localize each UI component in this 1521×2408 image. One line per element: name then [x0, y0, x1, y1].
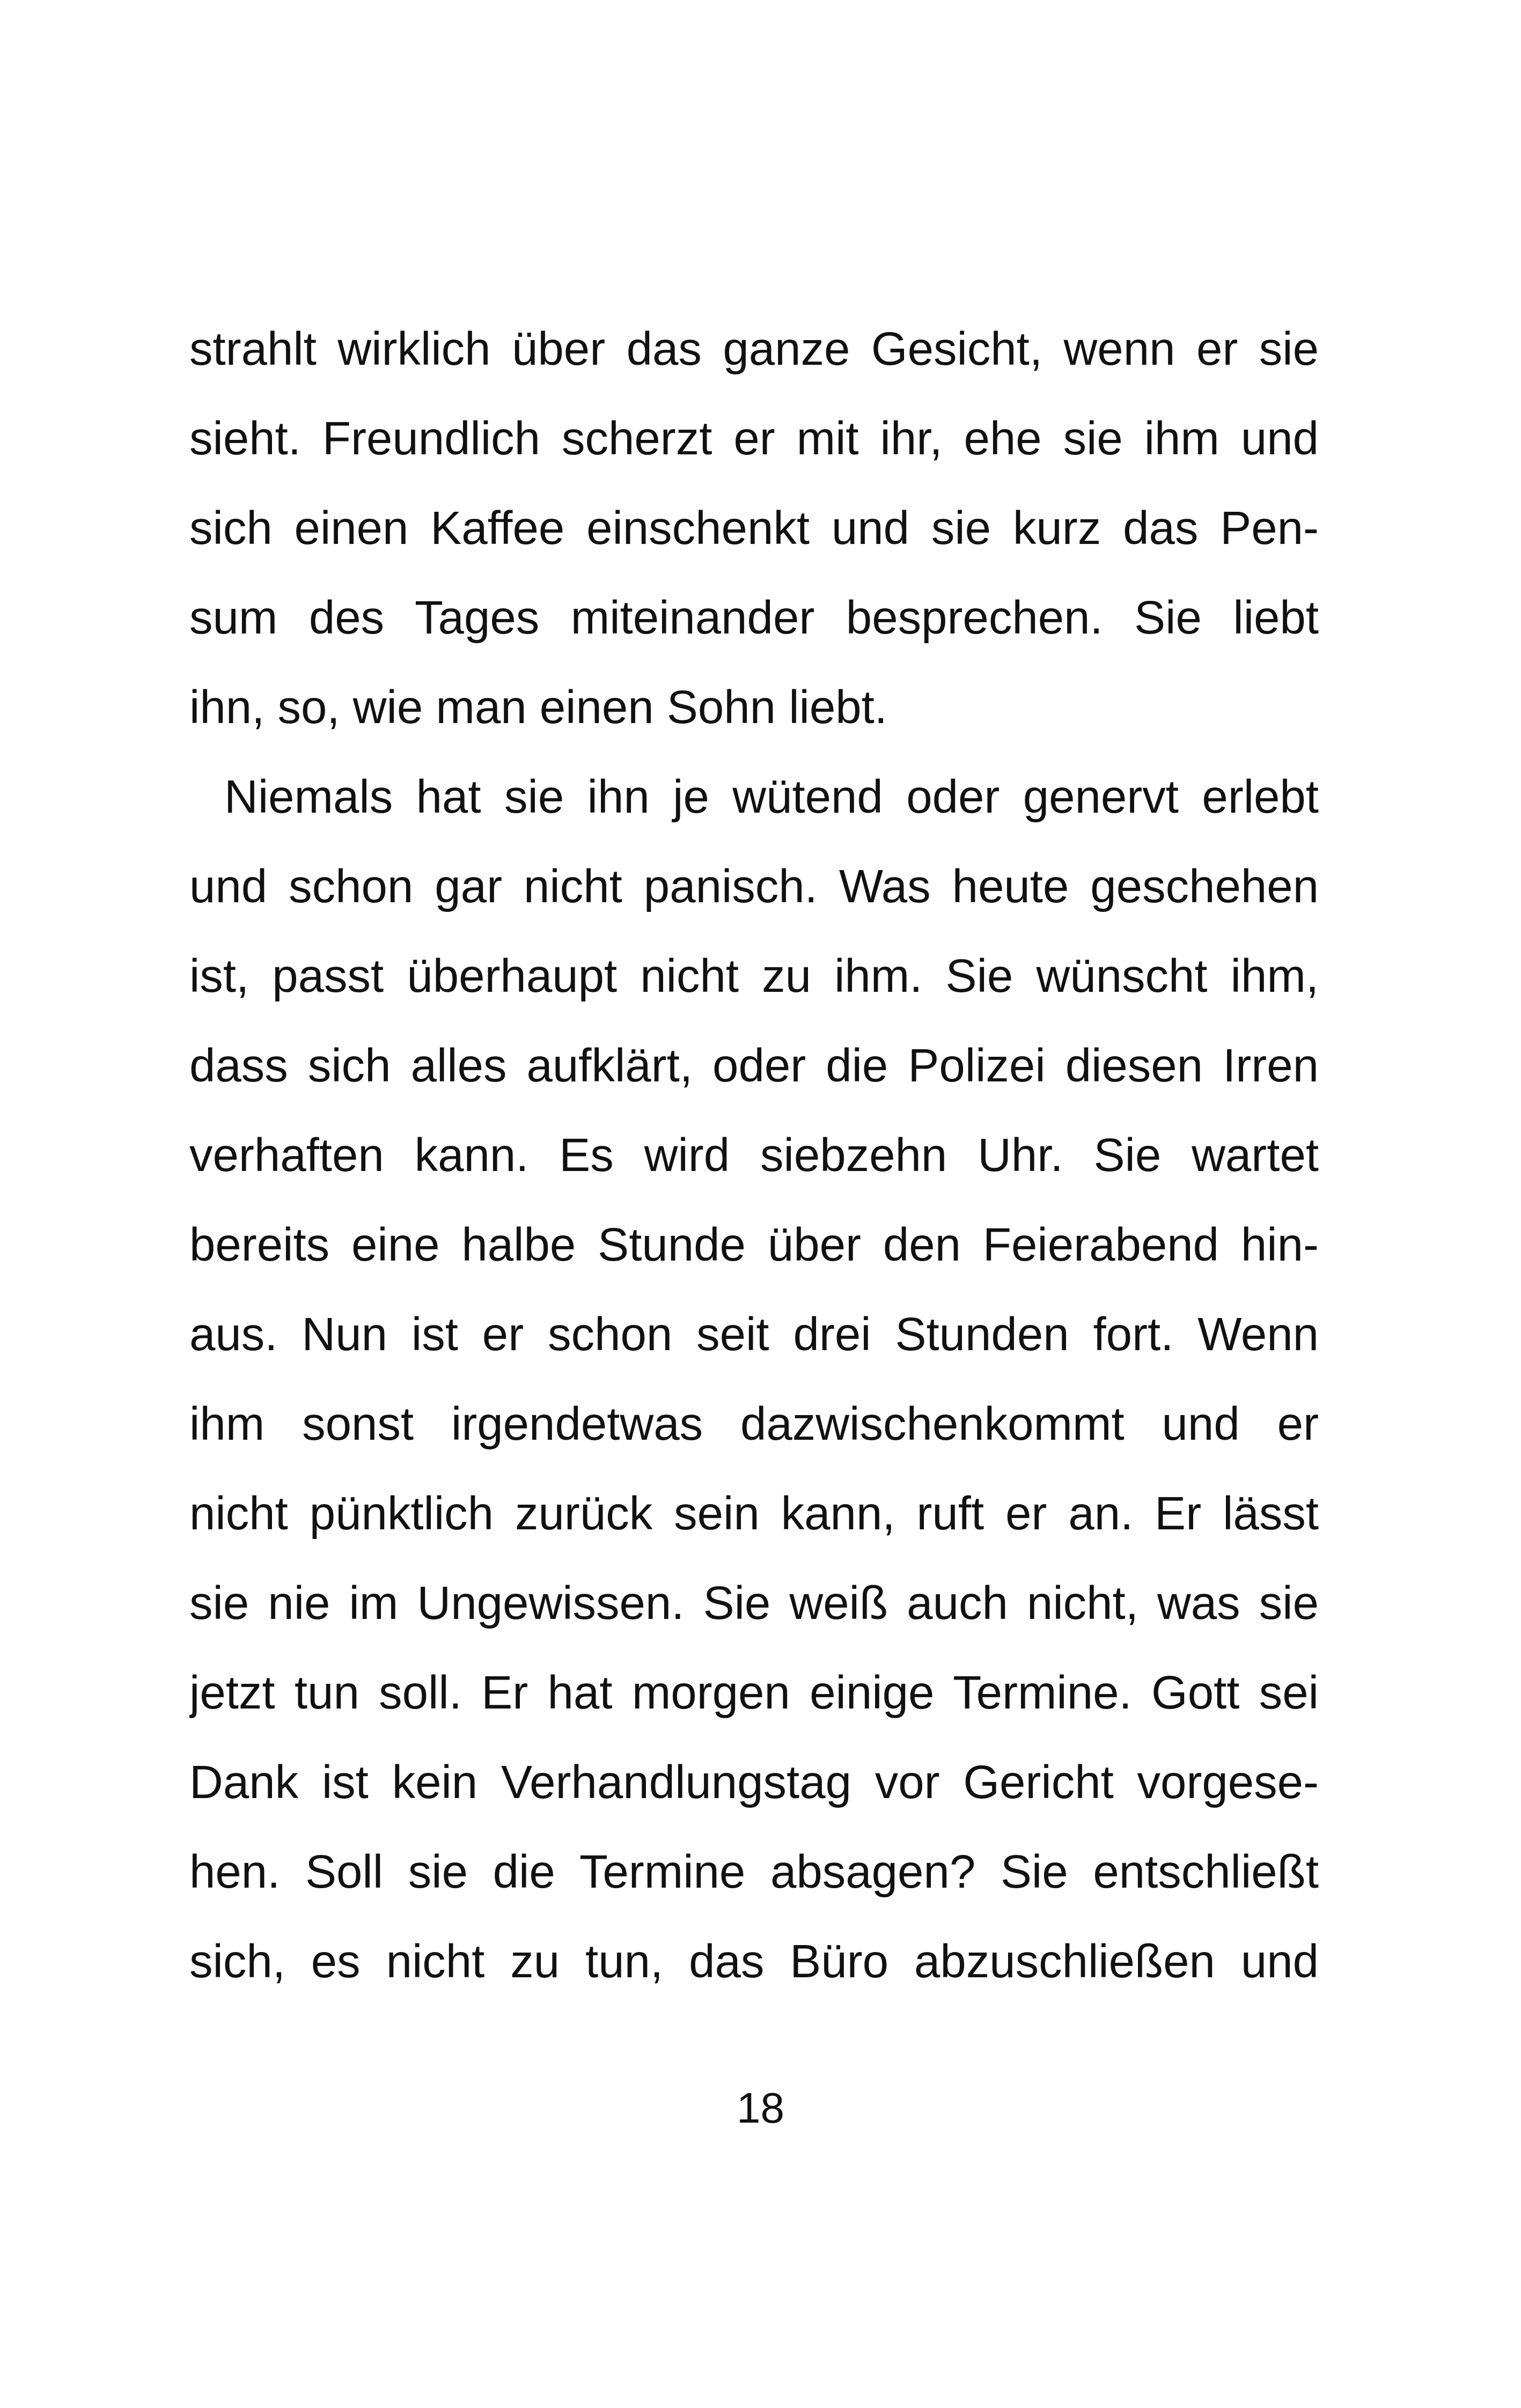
- text-line: hen. Soll sie die Termine absagen? Sie entschließt: [189, 1846, 1319, 1898]
- text-line: sich einen Kaffee einschenkt und sie kurz das Pen-: [189, 502, 1319, 554]
- text-line: dass sich alles aufklärt, oder die Polizei diesen Irren: [189, 1040, 1319, 1092]
- text-line: aus. Nun ist er schon seit drei Stunden fort. Wenn: [189, 1308, 1319, 1360]
- text-line: strahlt wirklich über das ganze Gesicht, wenn er sie: [189, 323, 1319, 375]
- text-line: sieht. Freundlich scherzt er mit ihr, ehe sie ihm und: [189, 413, 1319, 465]
- text-line: ihm sonst irgendetwas dazwischenkommt und er: [189, 1398, 1319, 1450]
- text-line: sich, es nicht zu tun, das Büro abzuschließen und: [189, 1935, 1319, 1987]
- text-line: Niemals hat sie ihn je wütend oder genervt erlebt: [224, 771, 1319, 823]
- text-line: nicht pünktlich zurück sein kann, ruft er an. Er lässt: [189, 1487, 1319, 1540]
- text-line: und schon gar nicht panisch. Was heute geschehen: [189, 860, 1319, 912]
- page-number: 18: [737, 2084, 784, 2132]
- text-line: ist, passt überhaupt nicht zu ihm. Sie wünscht ihm,: [189, 950, 1319, 1002]
- text-line: sie nie im Ungewissen. Sie weiß auch nicht, was sie: [189, 1577, 1319, 1629]
- text-line: jetzt tun soll. Er hat morgen einige Termine. Gott sei: [189, 1667, 1319, 1719]
- text-line: bereits eine halbe Stunde über den Feierabend hin-: [189, 1219, 1319, 1271]
- text-line: verhaften kann. Es wird siebzehn Uhr. Sie wartet: [189, 1129, 1319, 1181]
- text-line: ihn, so, wie man einen Sohn liebt.: [189, 681, 887, 733]
- text-line: sum des Tages miteinander besprechen. Sie liebt: [189, 592, 1319, 644]
- text-line: Dank ist kein Verhandlungstag vor Gericht vorgese-: [189, 1756, 1319, 1808]
